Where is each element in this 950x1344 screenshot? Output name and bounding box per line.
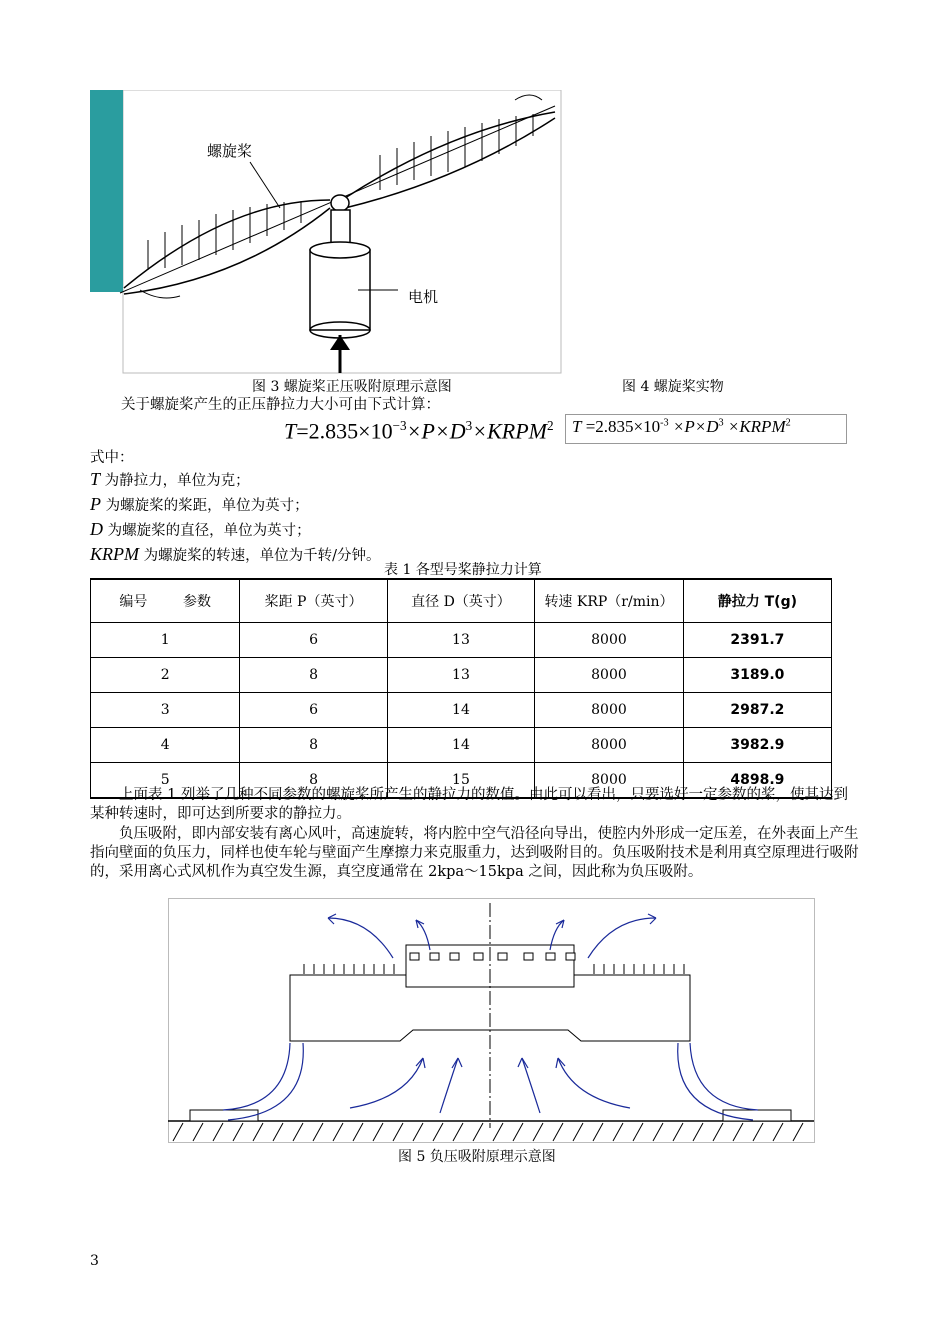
table-header-row xyxy=(91,579,832,623)
header-speed: 转速 KRP（r/min） xyxy=(535,579,684,623)
formula-T: T xyxy=(284,418,297,444)
cell: 14 xyxy=(387,728,534,763)
definition-text: 为螺旋桨的直径，单位为英寸； xyxy=(107,523,311,539)
definition-P xyxy=(90,493,381,518)
teal-bar xyxy=(90,90,123,292)
definition-text: 为螺旋桨的转速，单位为千转/分钟。 xyxy=(143,548,381,564)
table-title: 表 1 各型号桨静拉力计算 xyxy=(384,562,542,578)
cell: 13 xyxy=(387,658,534,693)
formula-eq: =2.835×10 xyxy=(296,418,393,444)
vacuum-diagram xyxy=(168,898,815,1144)
header-pitch: 桨距 P（英寸） xyxy=(240,579,387,623)
cell: 2391.7 xyxy=(683,623,831,658)
definition-text: 为螺旋桨的桨距，单位为英寸； xyxy=(105,498,309,514)
cell: 8000 xyxy=(535,693,684,728)
cell: 6 xyxy=(240,693,387,728)
table-row xyxy=(91,693,832,728)
formula-box-exp2: 3 xyxy=(718,417,724,429)
table-row xyxy=(91,728,832,763)
header-index: 编号 参数 xyxy=(91,579,240,623)
motor-label: 电机 xyxy=(408,288,439,306)
paragraph-2: 负压吸附，即内部安装有离心风叶，高速旋转，将内腔中空气沿径向导出，使腔内外形成一定压差，在外表面上产生指向壁面的负压力，同样也使车轮与壁面产生摩擦力来克服重力，达到吸附目的。负压吸附技术是利用真空原理进行吸附的，采用离心式风机作为真空发生源，真空度通常在 2kpa～15kpa 之间，因此称为负压吸附。 xyxy=(90,826,859,880)
formula-box-exp3: 2 xyxy=(785,417,791,429)
figure-5 xyxy=(168,898,815,1144)
intro-text: 关于螺旋桨产生的正压静拉力大小可由下式计算： xyxy=(121,397,440,413)
cell: 5 xyxy=(91,763,240,799)
definition-KRPM xyxy=(90,543,381,568)
definition-symbol: KRPM xyxy=(90,544,139,564)
table-1 xyxy=(90,578,832,799)
formula-box-exp: -3 xyxy=(660,417,669,429)
cell: 2987.2 xyxy=(683,693,831,728)
definition-text: 为静拉力，单位为克； xyxy=(104,473,250,489)
cell: 6 xyxy=(240,623,387,658)
definition-symbol: T xyxy=(90,469,101,489)
formula-box-rest2: ×KRPM xyxy=(723,417,786,436)
where-label: 式中： xyxy=(90,450,134,466)
formula-box xyxy=(565,414,847,444)
formula-main xyxy=(284,418,554,444)
formula-box-eq: =2.835×10 xyxy=(581,417,661,436)
cell: 14 xyxy=(387,693,534,728)
formula-exp3: 2 xyxy=(546,418,554,433)
formula-rest2: ×KRPM xyxy=(472,418,547,444)
cell: 3189.0 xyxy=(683,658,831,693)
formula-exp2: 3 xyxy=(465,418,473,433)
cell: 4 xyxy=(91,728,240,763)
formula-rest1: ×P×D xyxy=(406,418,466,444)
definition-T xyxy=(90,468,381,493)
figure-3-caption: 图 3 螺旋桨正压吸附原理示意图 xyxy=(252,379,452,395)
cell: 3982.9 xyxy=(683,728,831,763)
cell: 8000 xyxy=(535,658,684,693)
definition-symbol: D xyxy=(90,519,103,539)
cell: 1 xyxy=(91,623,240,658)
figure-4-caption: 图 4 螺旋桨实物 xyxy=(622,379,724,395)
formula-box-rest1: ×P×D xyxy=(668,417,719,436)
cell: 8 xyxy=(240,763,387,799)
formula-exp: −3 xyxy=(392,418,407,433)
page-number: 3 xyxy=(90,1253,99,1269)
header-thrust: 静拉力 T(g) xyxy=(683,579,831,623)
definitions xyxy=(90,468,381,568)
cell: 8 xyxy=(240,658,387,693)
figure-3 xyxy=(90,90,562,374)
cell: 8000 xyxy=(535,728,684,763)
cell: 4898.9 xyxy=(683,763,831,799)
paragraph-1: 上面表 1 列举了几种不同参数的螺旋桨所产生的静拉力的数值。由此可以看出，只要选好一定参数的桨，使其达到某种转速时，即可达到所要求的静拉力。 xyxy=(90,787,848,822)
propeller-diagram xyxy=(90,90,562,374)
figure-5-caption: 图 5 负压吸附原理示意图 xyxy=(398,1149,556,1165)
cell: 13 xyxy=(387,623,534,658)
cell: 15 xyxy=(387,763,534,799)
header-diameter: 直径 D（英寸） xyxy=(387,579,534,623)
table-row xyxy=(91,623,832,658)
cell: 2 xyxy=(91,658,240,693)
cell: 3 xyxy=(91,693,240,728)
formula-box-T: T xyxy=(572,417,582,436)
cell: 8000 xyxy=(535,623,684,658)
table-row xyxy=(91,658,832,693)
definition-D xyxy=(90,518,381,543)
definition-symbol: P xyxy=(90,494,101,514)
cell: 8000 xyxy=(535,763,684,799)
propeller-label: 螺旋桨 xyxy=(207,142,253,160)
cell: 8 xyxy=(240,728,387,763)
